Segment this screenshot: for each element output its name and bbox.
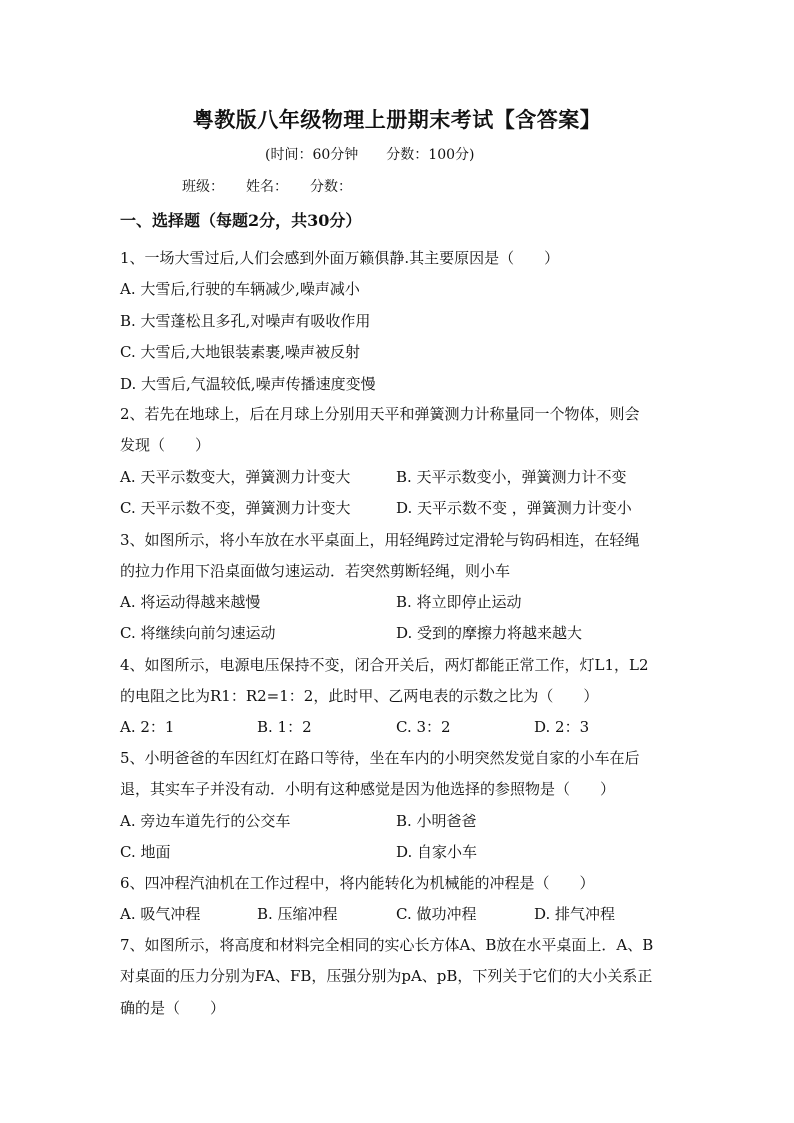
page-title: 粤教版八年级物理上册期末考试【含答案】: [192, 107, 602, 132]
q1-stem: 1、一场大雪过后,人们会感到外面万籁俱静.其主要原因是（ ）: [120, 249, 560, 267]
q5-stem-line2: 退，其实车子并没有动．小明有这种感觉是因为他选择的参照物是（ ）: [120, 780, 616, 798]
q1-option-b: B. 大雪蓬松且多孔,对噪声有吸收作用: [120, 312, 371, 330]
q2-stem-line1: 2、若先在地球上，后在月球上分别用天平和弹簧测力计称量同一个物体，则会: [120, 405, 640, 423]
q6-option-c: C. 做功冲程: [396, 905, 477, 923]
q5-option-c: C. 地面: [120, 843, 171, 861]
q3-stem-line2: 的拉力作用下沿桌面做匀速运动．若突然剪断轻绳，则小车: [120, 562, 511, 580]
q1-option-c: C. 大雪后,大地银装素裹,噪声被反射: [120, 343, 361, 361]
q3-option-d: D. 受到的摩擦力将越来越大: [396, 624, 583, 642]
q6-option-d: D. 排气冲程: [534, 905, 616, 923]
q3-option-b: B. 将立即停止运动: [396, 593, 522, 611]
student-info: [182, 176, 374, 196]
class-label: 班级：: [182, 179, 224, 195]
q1-option-d: D. 大雪后,气温较低,噪声传播速度变慢: [120, 375, 376, 393]
exam-score: 分数：100分): [386, 147, 475, 163]
q2-option-b: B. 天平示数变小，弹簧测力计不变: [396, 468, 627, 486]
q2-option-c: C. 天平示数不变，弹簧测力计变大: [120, 499, 351, 517]
q2-option-a: A. 天平示数变大，弹簧测力计变大: [120, 468, 351, 486]
name-label: 姓名：: [246, 179, 288, 195]
q5-option-a: A. 旁边车道先行的公交车: [120, 812, 291, 830]
q4-option-a: A. 2：1: [120, 718, 175, 736]
q2-option-d: D. 天平示数不变 ，弹簧测力计变小: [396, 499, 632, 517]
q4-option-b: B. 1：2: [257, 718, 312, 736]
exam-info: [265, 144, 502, 164]
q3-option-a: A. 将运动得越来越慢: [120, 593, 261, 611]
q6-stem: 6、四冲程汽油机在工作过程中，将内能转化为机械能的冲程是（ ）: [120, 874, 595, 892]
q4-option-c: C. 3：2: [396, 718, 451, 736]
q6-option-a: A. 吸气冲程: [120, 905, 201, 923]
q4-stem-line1: 4、如图所示，电源电压保持不变，闭合开关后，两灯都能正常工作，灯L1，L2: [120, 656, 649, 674]
section-heading: 一、选择题（每题2分，共30分）: [120, 211, 362, 230]
q1-option-a: A. 大雪后,行驶的车辆减少,噪声减小: [120, 280, 360, 298]
exam-time: (时间：60分钟: [265, 147, 359, 163]
q4-stem-line2: 的电阻之比为R1：R2=1：2，此时甲、乙两电表的示数之比为（ ）: [120, 687, 599, 705]
q5-option-d: D. 自家小车: [396, 843, 478, 861]
q3-option-c: C. 将继续向前匀速运动: [120, 624, 276, 642]
q3-stem-line1: 3、如图所示，将小车放在水平桌面上，用轻绳跨过定滑轮与钩码相连，在轻绳: [120, 531, 640, 549]
q5-option-b: B. 小明爸爸: [396, 812, 477, 830]
q5-stem-line1: 5、小明爸爸的车因红灯在路口等待，坐在车内的小明突然发觉自家的小车在后: [120, 749, 640, 767]
q4-option-d: D. 2：3: [534, 718, 590, 736]
q2-stem-line2: 发现（ ）: [120, 436, 211, 454]
q6-option-b: B. 压缩冲程: [257, 905, 338, 923]
q7-stem-line3: 确的是（ ）: [120, 999, 226, 1017]
q7-stem-line2: 对桌面的压力分别为FA、FB，压强分别为pA、pB，下列关于它们的大小关系正: [120, 967, 653, 985]
score-label: 分数：: [310, 179, 352, 195]
q7-stem-line1: 7、如图所示，将高度和材料完全相同的实心长方体A、B放在水平桌面上．A、B: [120, 936, 654, 954]
